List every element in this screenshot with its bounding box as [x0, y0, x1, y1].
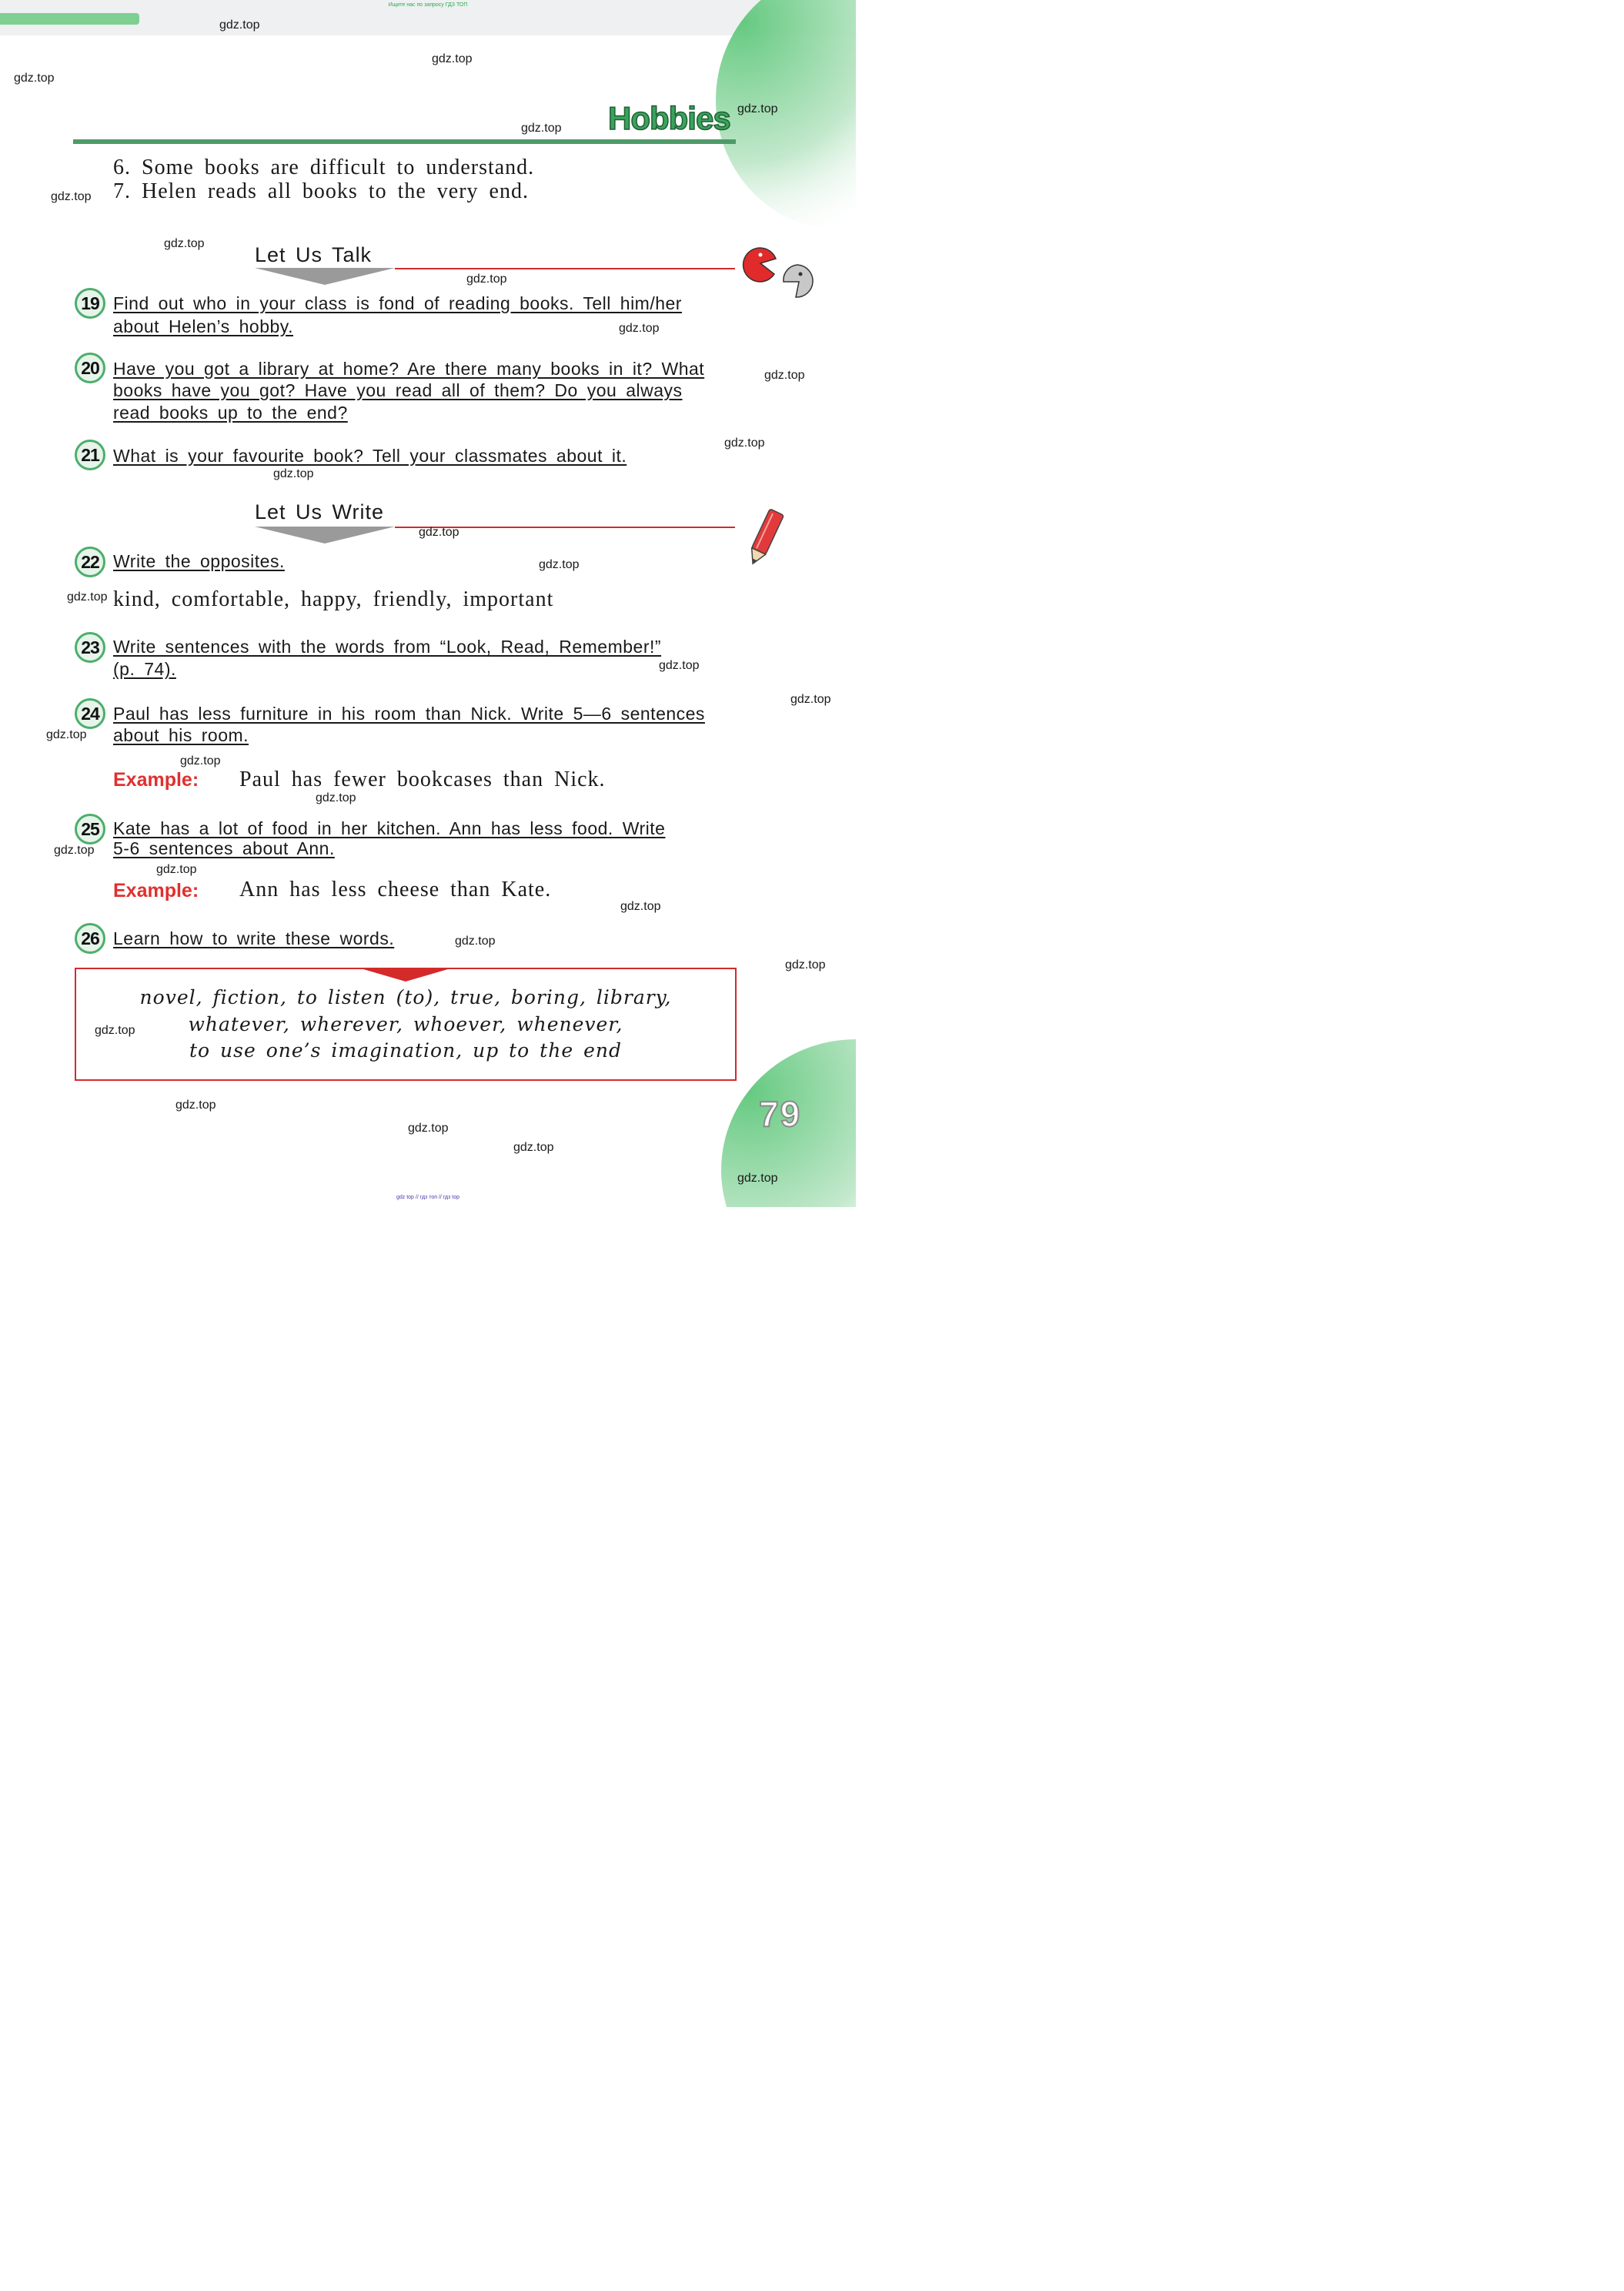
sentence-7: 7. Helen reads all books to the very end. — [113, 179, 529, 203]
task-number-20: 20 — [75, 353, 105, 383]
task-26-line-1: Learn how to write these words. — [113, 928, 395, 948]
task-number-25: 25 — [75, 814, 105, 844]
task-25-line-2: 5-6 sentences about Ann. — [113, 838, 335, 858]
task-number-21: 21 — [75, 440, 105, 470]
watermark: gdz.top — [737, 102, 778, 115]
example-sentence: Ann has less cheese than Kate. — [239, 878, 552, 901]
box-arrow — [363, 969, 448, 983]
task-number-22: 22 — [75, 547, 105, 577]
watermark: gdz.top — [408, 1122, 449, 1135]
task-number-19: 19 — [75, 288, 105, 319]
watermark: gdz.top — [51, 190, 92, 203]
word-box-line-1: novel, fiction, to listen (to), true, boring, library, — [139, 986, 672, 1008]
task-24-line-2: about his room. — [113, 725, 249, 745]
watermark: gdz.top — [539, 558, 580, 571]
task-20-line-1: Have you got a library at home? Are there many books in it? What — [113, 359, 705, 379]
opposites-words: kind, comfortable, happy, friendly, important — [113, 587, 554, 611]
watermark: gdz.top — [659, 659, 700, 672]
task-23-line-1: Write sentences with the words from “Look, Read, Remember!” — [113, 637, 662, 657]
watermark: gdz.top — [724, 436, 765, 450]
task-20-line-3: read books up to the end? — [113, 403, 348, 423]
watermark: gdz.top — [156, 863, 197, 876]
section-arrow — [255, 268, 395, 286]
task-19-line-1: Find out who in your class is fond of reading books. Tell him/her — [113, 293, 682, 313]
watermark: gdz.top — [737, 1172, 778, 1185]
page-number: 79 — [759, 1094, 802, 1134]
task-number-26: 26 — [75, 923, 105, 954]
bottom-note: gdz top // гдз топ // гдз top — [396, 1195, 460, 1200]
sentence-6: 6. Some books are difficult to understand. — [113, 156, 535, 179]
example-label: Example: — [113, 769, 199, 791]
example-label: Example: — [113, 880, 199, 901]
watermark: gdz.top — [316, 791, 356, 804]
word-box-line-2: whatever, wherever, whoever, whenever, — [188, 1013, 623, 1035]
watermark: gdz.top — [219, 18, 260, 32]
watermark: gdz.top — [790, 693, 831, 706]
task-22-line-1: Write the opposites. — [113, 551, 285, 571]
watermark: gdz.top — [180, 754, 221, 768]
task-21-line-1: What is your favourite book? Tell your classmates about it. — [113, 446, 627, 466]
watermark: gdz.top — [419, 526, 459, 539]
example-sentence: Paul has fewer bookcases than Nick. — [239, 768, 606, 791]
pacman-icon — [740, 243, 817, 299]
watermark: gdz.top — [175, 1099, 216, 1112]
watermark: gdz.top — [273, 467, 314, 480]
task-number-23: 23 — [75, 632, 105, 663]
section-title-talk: Let Us Talk — [255, 243, 373, 266]
header-rule — [73, 139, 736, 144]
top-note: Ищите нас по запросу ГДЗ ТОП — [388, 2, 468, 8]
section-title-write: Let Us Write — [255, 500, 385, 523]
watermark: gdz.top — [513, 1141, 554, 1154]
task-number-24: 24 — [75, 698, 105, 729]
watermark: gdz.top — [164, 237, 205, 250]
watermark: gdz.top — [95, 1024, 135, 1037]
watermark: gdz.top — [521, 122, 562, 135]
section-rule — [395, 268, 735, 269]
task-23-line-2: (p. 74). — [113, 659, 176, 679]
page-title: Hobbies — [608, 100, 730, 136]
watermark: gdz.top — [619, 322, 660, 335]
watermark: gdz.top — [432, 52, 473, 65]
watermark: gdz.top — [764, 369, 805, 382]
word-box-line-3: to use one’s imagination, up to the end — [189, 1039, 622, 1062]
task-24-line-1: Paul has less furniture in his room than Nick. Write 5—6 sentences — [113, 704, 705, 724]
watermark: gdz.top — [46, 728, 87, 741]
watermark: gdz.top — [785, 958, 826, 972]
watermark: gdz.top — [67, 590, 108, 604]
watermark: gdz.top — [14, 72, 55, 85]
pencil-icon — [743, 505, 789, 570]
task-20-line-2: books have you got? Have you read all of them? Do you always — [113, 380, 683, 400]
task-25-line-1: Kate has a lot of food in her kitchen. Ann has less food. Write — [113, 818, 666, 838]
watermark: gdz.top — [466, 273, 507, 286]
section-arrow — [255, 527, 395, 545]
watermark: gdz.top — [620, 900, 661, 913]
watermark: gdz.top — [455, 935, 496, 948]
task-19-line-2: about Helen’s hobby. — [113, 316, 293, 336]
watermark: gdz.top — [54, 844, 95, 857]
